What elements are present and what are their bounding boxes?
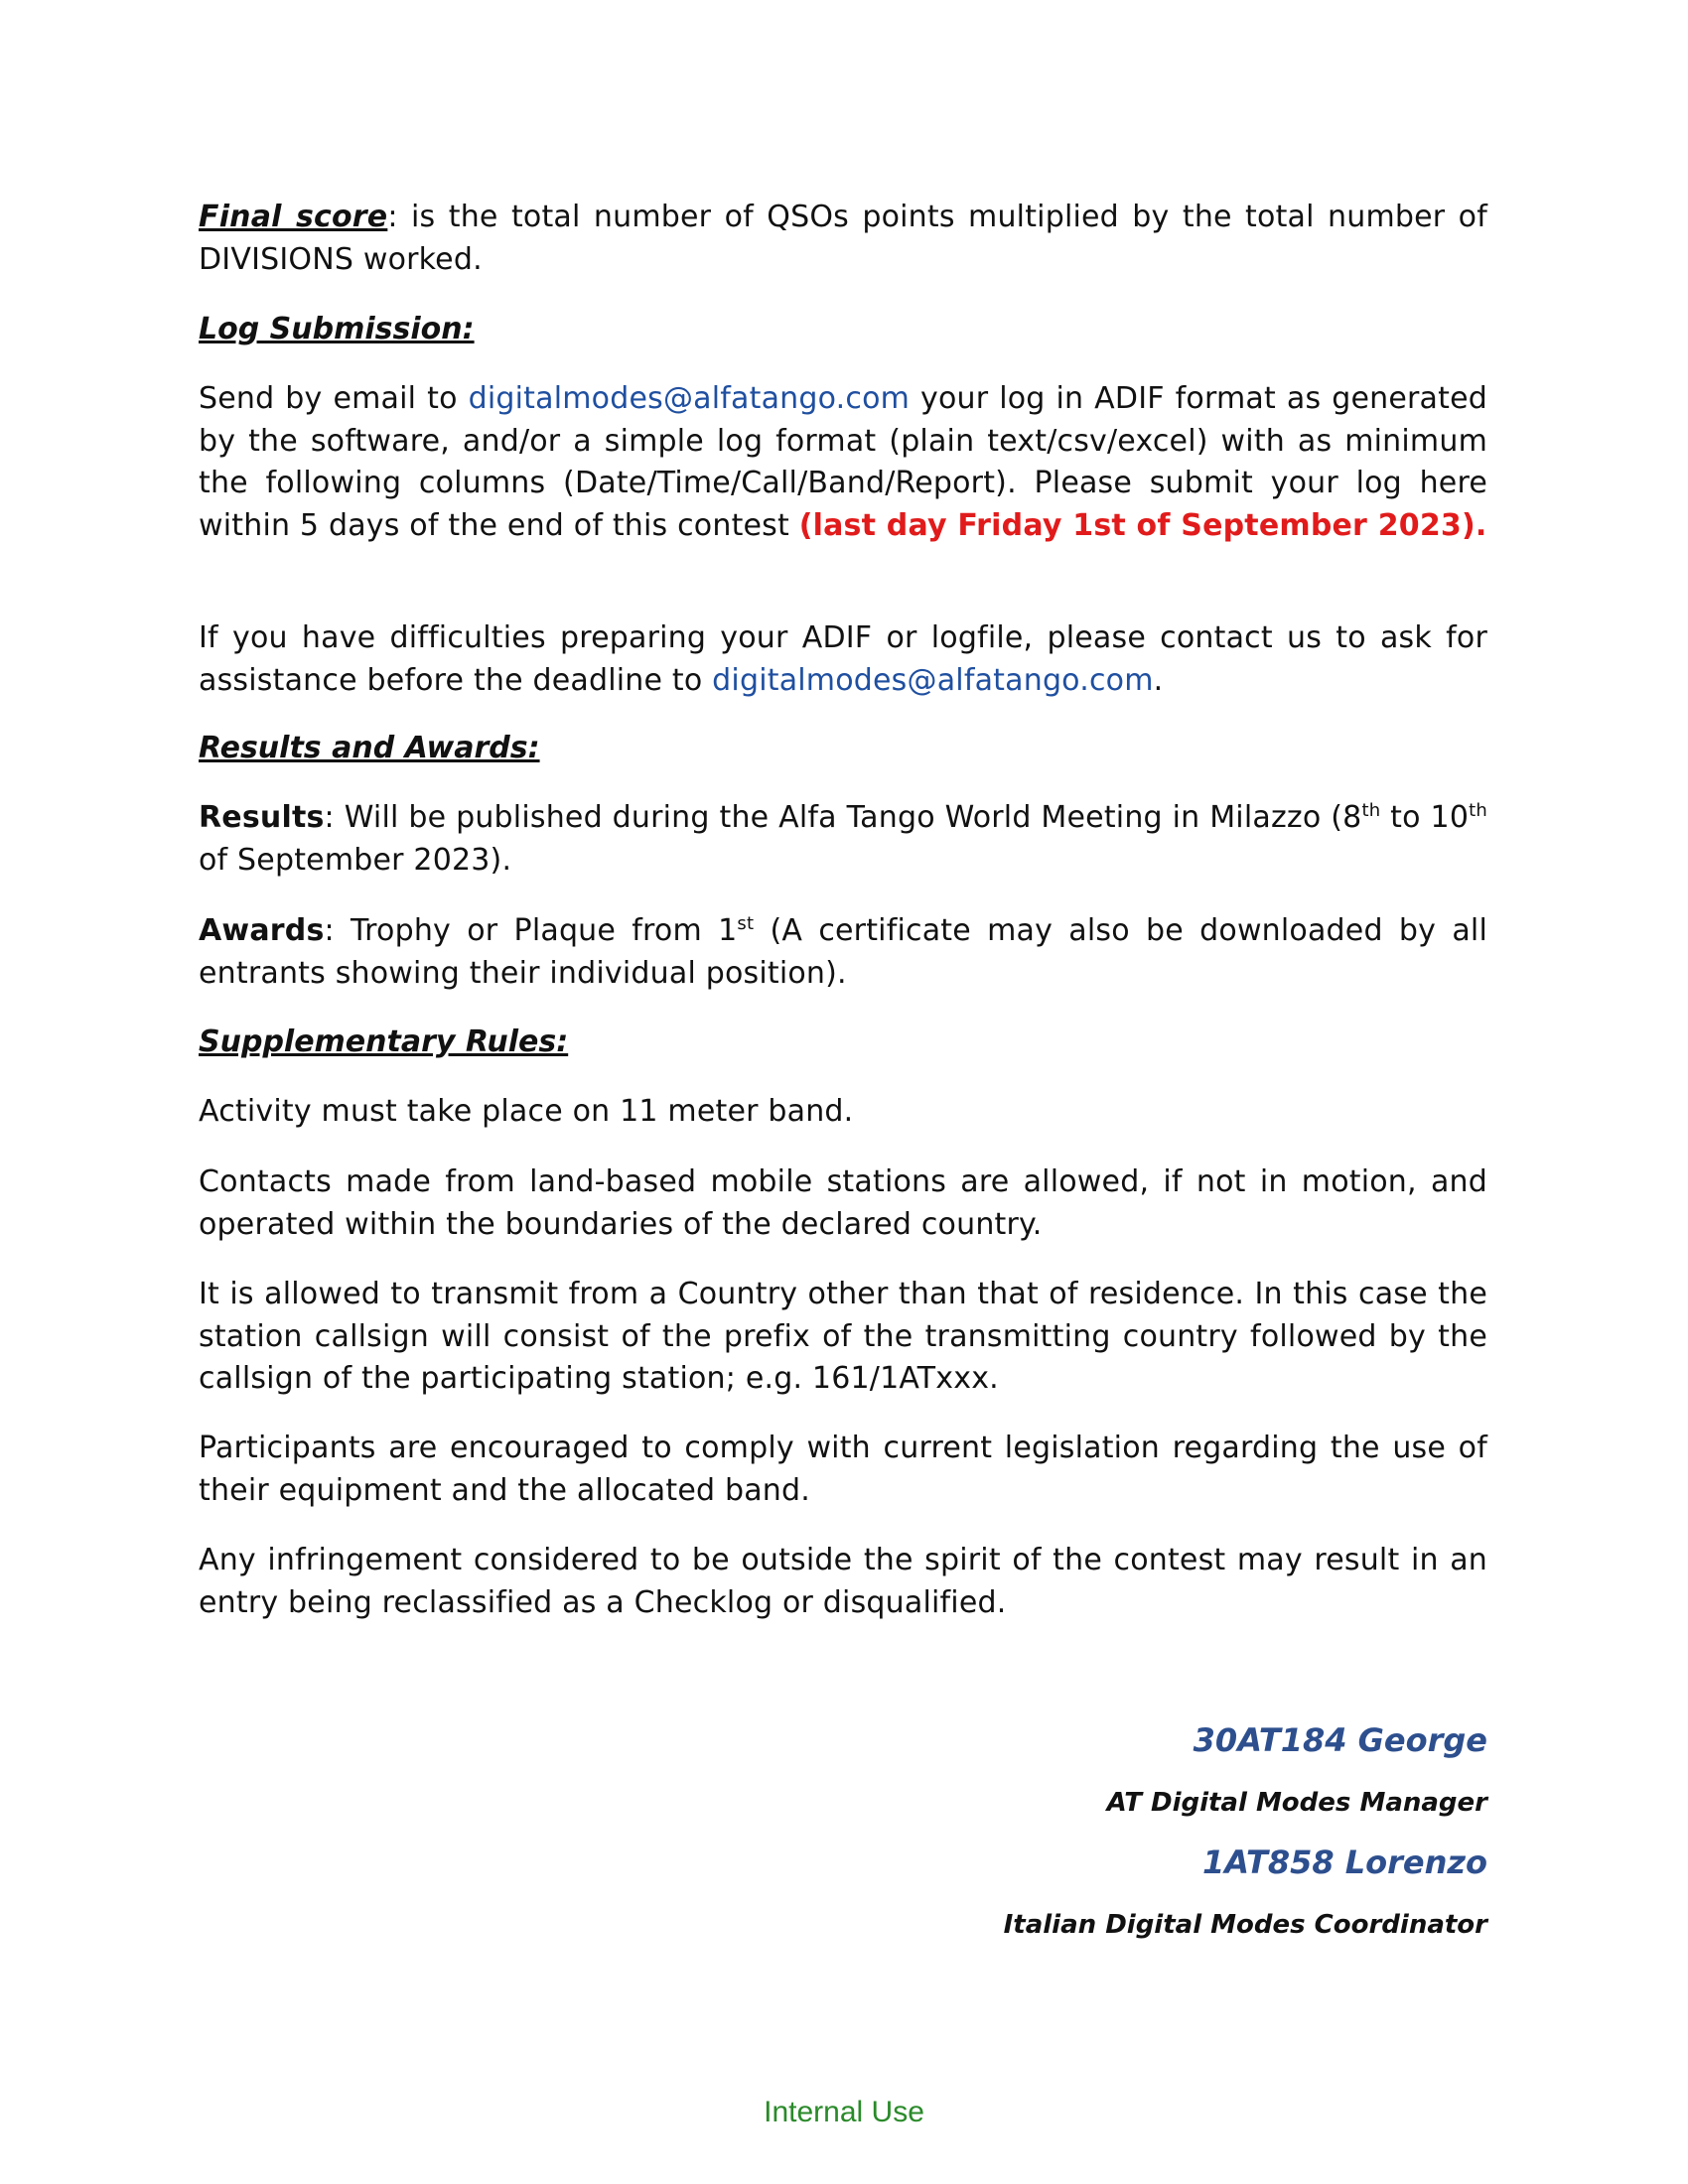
awards-label: Awards (199, 913, 325, 948)
results-label: Results (199, 800, 325, 835)
rule-4: Participants are encouraged to comply with current legislation regarding the use of their equipment and the allocated band. (199, 1431, 1487, 1508)
results-sup-1: th (1361, 800, 1381, 821)
supplementary-heading: Supplementary Rules: (199, 1024, 569, 1059)
signature-name-2: 1AT858 Lorenzo (1202, 1843, 1487, 1881)
signature-name-1: 30AT184 George (1193, 1721, 1487, 1759)
rule-5: Any infringement considered to be outside the spirit of the contest may result in an entry being reclassified as a Checklog or disqualified. (199, 1543, 1487, 1620)
final-score-text: : is the total number of QSOs points multiplied by the total number of DIVISIONS worked. (199, 200, 1487, 277)
results-text-3: of September 2023). (199, 842, 512, 878)
final-score-paragraph (199, 197, 1487, 281)
deadline-text: (last day Friday 1st of September 2023). (798, 507, 1487, 543)
results-awards-heading: Results and Awards: (199, 731, 540, 765)
assistance-text: If you have difficulties preparing your ADIF or logfile, please contact us to ask for assistance before the deadline to (199, 620, 1487, 698)
rule-1: Activity must take place on 11 meter band. (199, 1094, 854, 1129)
footer-label: Internal Use (764, 2096, 924, 2128)
email-link[interactable]: digitalmodes@alfatango.com (468, 381, 911, 416)
assistance-paragraph (199, 617, 1487, 702)
rule-2: Contacts made from land-based mobile stations are allowed, if not in motion, and operated within the boundaries of the declared country. (199, 1164, 1487, 1242)
final-score-label: Final score (199, 200, 388, 234)
results-sup-2: th (1469, 800, 1487, 821)
signature-role-1: AT Digital Modes Manager (1106, 1788, 1487, 1818)
log-submission-text-2: your log in ADIF format as generated by the software, and/or a simple log format (plain text/csv/excel) with as minimum the following columns (Date/Time/Call/Band/Report). Please submit your log here within 5 days of the end of this contest (199, 381, 1487, 543)
log-submission-text-1: Send by email to (199, 381, 469, 416)
assistance-period: . (1153, 662, 1164, 698)
results-text-2: to 10 (1380, 800, 1470, 835)
assistance-email-link[interactable]: digitalmodes@alfatango.com (712, 662, 1154, 698)
awards-paragraph (199, 910, 1487, 995)
results-text-1: : Will be published during the Alfa Tango World Meeting in Milazzo (8 (324, 800, 1362, 835)
results-paragraph (199, 797, 1487, 882)
awards-text-2: (A certificate may also be downloaded by all entrants showing their individual position). (199, 913, 1487, 991)
awards-text-1: : Trophy or Plaque from 1 (324, 913, 738, 948)
rule-3: It is allowed to transmit from a Country other than that of residence. In this case the station callsign will consist of the prefix of the transmitting country followed by the callsign of the participating station; e.g. 161/1ATxxx. (199, 1277, 1487, 1396)
awards-sup: st (737, 913, 755, 934)
log-submission-heading: Log Submission: (199, 312, 475, 346)
log-submission-paragraph (199, 378, 1487, 547)
signature-role-2: Italian Digital Modes Coordinator (1003, 1910, 1487, 1940)
